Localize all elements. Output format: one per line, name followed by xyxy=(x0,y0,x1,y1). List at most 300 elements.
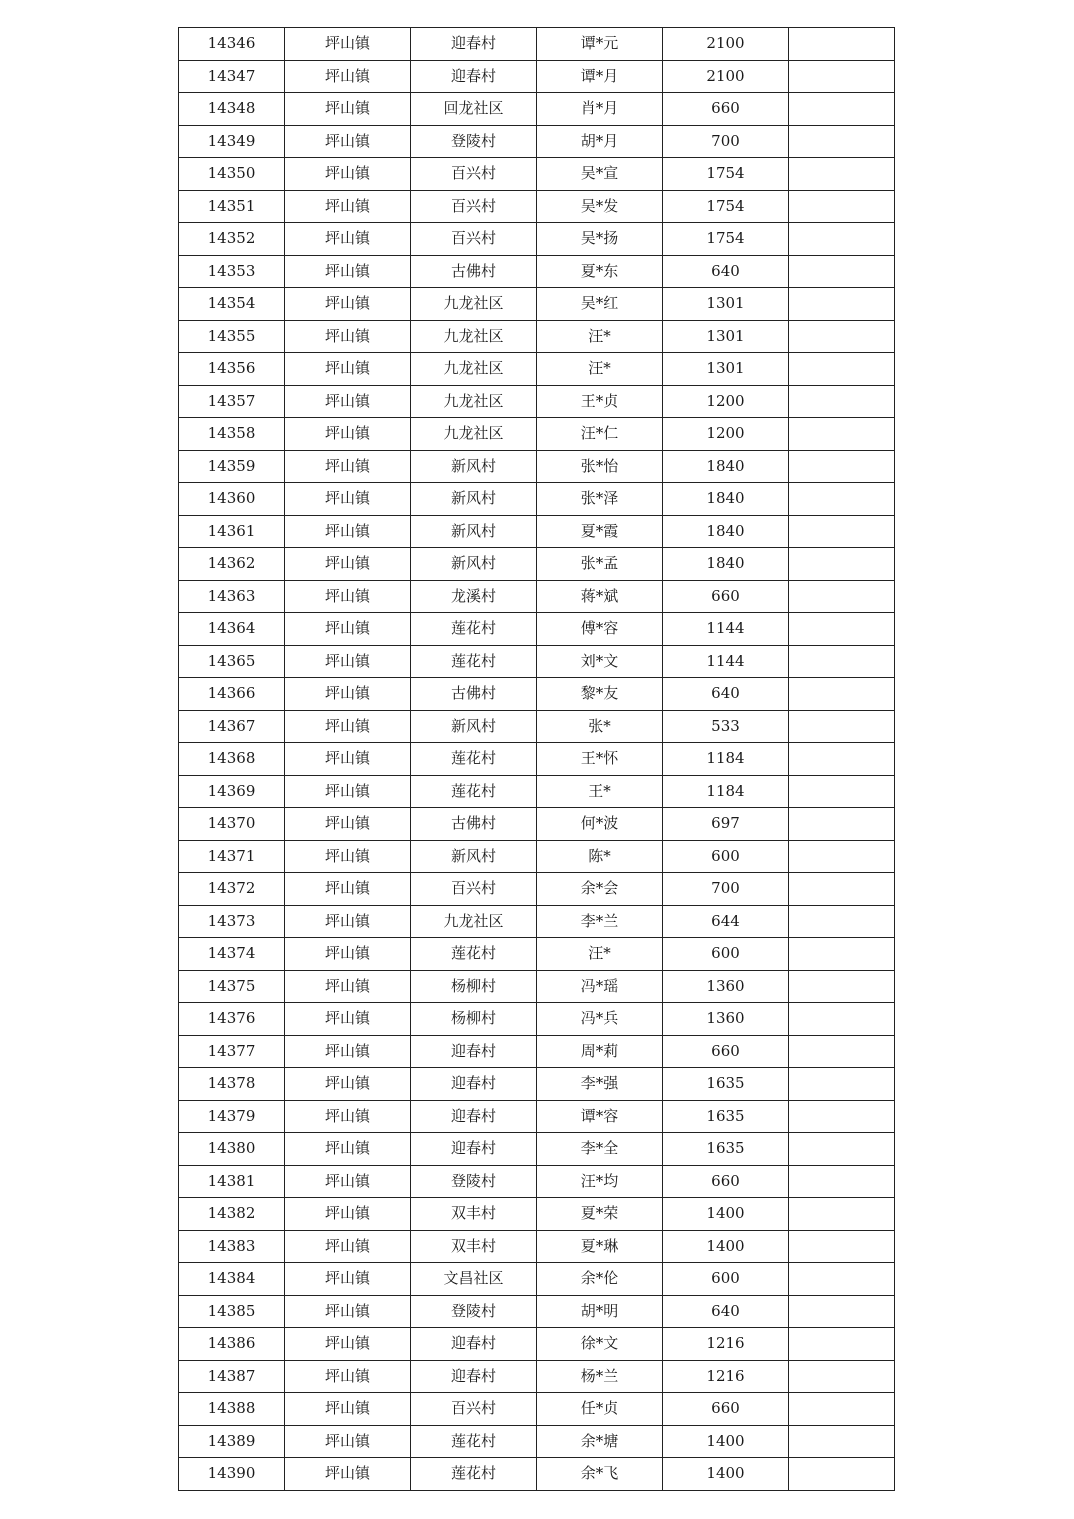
village-cell: 迎春村 xyxy=(411,60,537,93)
serial-number-cell: 14358 xyxy=(179,418,285,451)
serial-number-cell: 14357 xyxy=(179,385,285,418)
amount-cell: 2100 xyxy=(663,60,789,93)
note-cell xyxy=(789,775,895,808)
town-cell: 坪山镇 xyxy=(285,483,411,516)
town-cell: 坪山镇 xyxy=(285,515,411,548)
table-row xyxy=(179,970,895,1003)
name-cell: 吴*扬 xyxy=(537,223,663,256)
town-cell: 坪山镇 xyxy=(285,840,411,873)
amount-cell: 660 xyxy=(663,1035,789,1068)
table-row xyxy=(179,710,895,743)
table-row xyxy=(179,288,895,321)
note-cell xyxy=(789,288,895,321)
name-cell: 张*泽 xyxy=(537,483,663,516)
table-row xyxy=(179,580,895,613)
town-cell: 坪山镇 xyxy=(285,808,411,841)
village-cell: 百兴村 xyxy=(411,223,537,256)
name-cell: 汪* xyxy=(537,353,663,386)
village-cell: 杨柳村 xyxy=(411,970,537,1003)
note-cell xyxy=(789,320,895,353)
note-cell xyxy=(789,1198,895,1231)
table-row xyxy=(179,645,895,678)
town-cell: 坪山镇 xyxy=(285,353,411,386)
table-row xyxy=(179,938,895,971)
village-cell: 迎春村 xyxy=(411,1068,537,1101)
serial-number-cell: 14359 xyxy=(179,450,285,483)
serial-number-cell: 14388 xyxy=(179,1393,285,1426)
table-row xyxy=(179,1360,895,1393)
amount-cell: 700 xyxy=(663,873,789,906)
amount-cell: 1360 xyxy=(663,970,789,1003)
town-cell: 坪山镇 xyxy=(285,288,411,321)
serial-number-cell: 14351 xyxy=(179,190,285,223)
name-cell: 李*兰 xyxy=(537,905,663,938)
name-cell: 吴*发 xyxy=(537,190,663,223)
village-cell: 杨柳村 xyxy=(411,1003,537,1036)
village-cell: 新风村 xyxy=(411,483,537,516)
name-cell: 胡*明 xyxy=(537,1295,663,1328)
serial-number-cell: 14350 xyxy=(179,158,285,191)
note-cell xyxy=(789,1393,895,1426)
note-cell xyxy=(789,1133,895,1166)
serial-number-cell: 14361 xyxy=(179,515,285,548)
table-row xyxy=(179,1295,895,1328)
serial-number-cell: 14355 xyxy=(179,320,285,353)
note-cell xyxy=(789,385,895,418)
name-cell: 杨*兰 xyxy=(537,1360,663,1393)
amount-cell: 1754 xyxy=(663,223,789,256)
table-row xyxy=(179,1003,895,1036)
serial-number-cell: 14348 xyxy=(179,93,285,126)
amount-cell: 1301 xyxy=(663,320,789,353)
town-cell: 坪山镇 xyxy=(285,320,411,353)
town-cell: 坪山镇 xyxy=(285,1425,411,1458)
table-row xyxy=(179,1035,895,1068)
village-cell: 迎春村 xyxy=(411,1360,537,1393)
note-cell xyxy=(789,710,895,743)
serial-number-cell: 14362 xyxy=(179,548,285,581)
serial-number-cell: 14366 xyxy=(179,678,285,711)
village-cell: 登陵村 xyxy=(411,125,537,158)
name-cell: 刘*文 xyxy=(537,645,663,678)
name-cell: 余*塘 xyxy=(537,1425,663,1458)
name-cell: 余*飞 xyxy=(537,1458,663,1491)
amount-cell: 640 xyxy=(663,1295,789,1328)
table-row xyxy=(179,548,895,581)
amount-cell: 1400 xyxy=(663,1230,789,1263)
village-cell: 莲花村 xyxy=(411,645,537,678)
table-row xyxy=(179,60,895,93)
roster-table xyxy=(178,27,895,1491)
town-cell: 坪山镇 xyxy=(285,1165,411,1198)
note-cell xyxy=(789,158,895,191)
name-cell: 肖*月 xyxy=(537,93,663,126)
note-cell xyxy=(789,808,895,841)
town-cell: 坪山镇 xyxy=(285,60,411,93)
village-cell: 百兴村 xyxy=(411,873,537,906)
serial-number-cell: 14378 xyxy=(179,1068,285,1101)
name-cell: 冯*瑶 xyxy=(537,970,663,1003)
amount-cell: 1200 xyxy=(663,418,789,451)
town-cell: 坪山镇 xyxy=(285,905,411,938)
name-cell: 汪* xyxy=(537,938,663,971)
town-cell: 坪山镇 xyxy=(285,1100,411,1133)
name-cell: 张* xyxy=(537,710,663,743)
village-cell: 莲花村 xyxy=(411,1425,537,1458)
amount-cell: 1840 xyxy=(663,515,789,548)
table-row xyxy=(179,1458,895,1491)
table-row xyxy=(179,1068,895,1101)
amount-cell: 1635 xyxy=(663,1100,789,1133)
village-cell: 登陵村 xyxy=(411,1165,537,1198)
town-cell: 坪山镇 xyxy=(285,938,411,971)
town-cell: 坪山镇 xyxy=(285,1263,411,1296)
note-cell xyxy=(789,905,895,938)
table-row xyxy=(179,775,895,808)
amount-cell: 660 xyxy=(663,580,789,613)
note-cell xyxy=(789,548,895,581)
town-cell: 坪山镇 xyxy=(285,873,411,906)
village-cell: 莲花村 xyxy=(411,743,537,776)
table-row xyxy=(179,1263,895,1296)
note-cell xyxy=(789,1328,895,1361)
name-cell: 夏*荣 xyxy=(537,1198,663,1231)
table-row xyxy=(179,1328,895,1361)
village-cell: 古佛村 xyxy=(411,678,537,711)
name-cell: 谭*元 xyxy=(537,28,663,61)
note-cell xyxy=(789,1035,895,1068)
name-cell: 何*波 xyxy=(537,808,663,841)
name-cell: 王*怀 xyxy=(537,743,663,776)
serial-number-cell: 14382 xyxy=(179,1198,285,1231)
serial-number-cell: 14371 xyxy=(179,840,285,873)
village-cell: 回龙社区 xyxy=(411,93,537,126)
village-cell: 莲花村 xyxy=(411,775,537,808)
amount-cell: 600 xyxy=(663,840,789,873)
note-cell xyxy=(789,353,895,386)
table-row xyxy=(179,223,895,256)
serial-number-cell: 14352 xyxy=(179,223,285,256)
table-row xyxy=(179,418,895,451)
town-cell: 坪山镇 xyxy=(285,1393,411,1426)
name-cell: 谭*月 xyxy=(537,60,663,93)
town-cell: 坪山镇 xyxy=(285,1295,411,1328)
town-cell: 坪山镇 xyxy=(285,970,411,1003)
name-cell: 黎*友 xyxy=(537,678,663,711)
name-cell: 王* xyxy=(537,775,663,808)
town-cell: 坪山镇 xyxy=(285,255,411,288)
amount-cell: 1400 xyxy=(663,1458,789,1491)
note-cell xyxy=(789,125,895,158)
town-cell: 坪山镇 xyxy=(285,613,411,646)
town-cell: 坪山镇 xyxy=(285,190,411,223)
name-cell: 吴*宣 xyxy=(537,158,663,191)
name-cell: 陈* xyxy=(537,840,663,873)
serial-number-cell: 14363 xyxy=(179,580,285,613)
name-cell: 周*莉 xyxy=(537,1035,663,1068)
town-cell: 坪山镇 xyxy=(285,450,411,483)
table-row xyxy=(179,840,895,873)
serial-number-cell: 14347 xyxy=(179,60,285,93)
village-cell: 龙溪村 xyxy=(411,580,537,613)
serial-number-cell: 14369 xyxy=(179,775,285,808)
table-row xyxy=(179,613,895,646)
village-cell: 百兴村 xyxy=(411,158,537,191)
town-cell: 坪山镇 xyxy=(285,1230,411,1263)
name-cell: 张*孟 xyxy=(537,548,663,581)
name-cell: 蒋*斌 xyxy=(537,580,663,613)
note-cell xyxy=(789,450,895,483)
village-cell: 双丰村 xyxy=(411,1198,537,1231)
town-cell: 坪山镇 xyxy=(285,1133,411,1166)
table-row xyxy=(179,125,895,158)
village-cell: 迎春村 xyxy=(411,1035,537,1068)
note-cell xyxy=(789,840,895,873)
village-cell: 百兴村 xyxy=(411,1393,537,1426)
serial-number-cell: 14383 xyxy=(179,1230,285,1263)
amount-cell: 697 xyxy=(663,808,789,841)
name-cell: 夏*琳 xyxy=(537,1230,663,1263)
village-cell: 登陵村 xyxy=(411,1295,537,1328)
village-cell: 九龙社区 xyxy=(411,353,537,386)
village-cell: 新风村 xyxy=(411,840,537,873)
table-row xyxy=(179,255,895,288)
village-cell: 新风村 xyxy=(411,548,537,581)
village-cell: 新风村 xyxy=(411,450,537,483)
note-cell xyxy=(789,1068,895,1101)
village-cell: 迎春村 xyxy=(411,1133,537,1166)
village-cell: 九龙社区 xyxy=(411,905,537,938)
town-cell: 坪山镇 xyxy=(285,1068,411,1101)
town-cell: 坪山镇 xyxy=(285,645,411,678)
serial-number-cell: 14381 xyxy=(179,1165,285,1198)
name-cell: 夏*东 xyxy=(537,255,663,288)
table-row xyxy=(179,93,895,126)
table-row xyxy=(179,1425,895,1458)
name-cell: 任*贞 xyxy=(537,1393,663,1426)
serial-number-cell: 14354 xyxy=(179,288,285,321)
town-cell: 坪山镇 xyxy=(285,1003,411,1036)
note-cell xyxy=(789,873,895,906)
village-cell: 迎春村 xyxy=(411,1100,537,1133)
serial-number-cell: 14372 xyxy=(179,873,285,906)
amount-cell: 533 xyxy=(663,710,789,743)
serial-number-cell: 14380 xyxy=(179,1133,285,1166)
note-cell xyxy=(789,93,895,126)
serial-number-cell: 14346 xyxy=(179,28,285,61)
table-row xyxy=(179,353,895,386)
note-cell xyxy=(789,613,895,646)
note-cell xyxy=(789,645,895,678)
amount-cell: 1400 xyxy=(663,1425,789,1458)
table-row xyxy=(179,873,895,906)
village-cell: 百兴村 xyxy=(411,190,537,223)
serial-number-cell: 14360 xyxy=(179,483,285,516)
amount-cell: 660 xyxy=(663,1165,789,1198)
village-cell: 古佛村 xyxy=(411,808,537,841)
village-cell: 莲花村 xyxy=(411,1458,537,1491)
amount-cell: 600 xyxy=(663,1263,789,1296)
note-cell xyxy=(789,1003,895,1036)
town-cell: 坪山镇 xyxy=(285,418,411,451)
amount-cell: 2100 xyxy=(663,28,789,61)
table-row xyxy=(179,905,895,938)
serial-number-cell: 14385 xyxy=(179,1295,285,1328)
note-cell xyxy=(789,483,895,516)
amount-cell: 1635 xyxy=(663,1133,789,1166)
town-cell: 坪山镇 xyxy=(285,678,411,711)
table-row xyxy=(179,515,895,548)
town-cell: 坪山镇 xyxy=(285,548,411,581)
name-cell: 胡*月 xyxy=(537,125,663,158)
table-row xyxy=(179,483,895,516)
town-cell: 坪山镇 xyxy=(285,775,411,808)
note-cell xyxy=(789,418,895,451)
serial-number-cell: 14390 xyxy=(179,1458,285,1491)
note-cell xyxy=(789,678,895,711)
note-cell xyxy=(789,1263,895,1296)
note-cell xyxy=(789,1100,895,1133)
table-row xyxy=(179,678,895,711)
village-cell: 迎春村 xyxy=(411,28,537,61)
amount-cell: 640 xyxy=(663,255,789,288)
village-cell: 新风村 xyxy=(411,710,537,743)
serial-number-cell: 14370 xyxy=(179,808,285,841)
amount-cell: 600 xyxy=(663,938,789,971)
note-cell xyxy=(789,1295,895,1328)
table-row xyxy=(179,190,895,223)
town-cell: 坪山镇 xyxy=(285,1198,411,1231)
name-cell: 夏*霞 xyxy=(537,515,663,548)
amount-cell: 660 xyxy=(663,1393,789,1426)
table-row xyxy=(179,320,895,353)
roster-table-body xyxy=(179,28,895,1491)
town-cell: 坪山镇 xyxy=(285,28,411,61)
amount-cell: 1400 xyxy=(663,1198,789,1231)
note-cell xyxy=(789,223,895,256)
serial-number-cell: 14364 xyxy=(179,613,285,646)
note-cell xyxy=(789,1425,895,1458)
name-cell: 吴*红 xyxy=(537,288,663,321)
name-cell: 王*贞 xyxy=(537,385,663,418)
amount-cell: 660 xyxy=(663,93,789,126)
village-cell: 双丰村 xyxy=(411,1230,537,1263)
note-cell xyxy=(789,1458,895,1491)
name-cell: 余*会 xyxy=(537,873,663,906)
serial-number-cell: 14373 xyxy=(179,905,285,938)
town-cell: 坪山镇 xyxy=(285,743,411,776)
amount-cell: 1840 xyxy=(663,548,789,581)
table-row xyxy=(179,1393,895,1426)
amount-cell: 644 xyxy=(663,905,789,938)
table-row xyxy=(179,450,895,483)
note-cell xyxy=(789,970,895,1003)
note-cell xyxy=(789,255,895,288)
amount-cell: 1754 xyxy=(663,190,789,223)
amount-cell: 1184 xyxy=(663,743,789,776)
serial-number-cell: 14387 xyxy=(179,1360,285,1393)
serial-number-cell: 14365 xyxy=(179,645,285,678)
note-cell xyxy=(789,28,895,61)
town-cell: 坪山镇 xyxy=(285,1035,411,1068)
note-cell xyxy=(789,743,895,776)
name-cell: 徐*文 xyxy=(537,1328,663,1361)
amount-cell: 1200 xyxy=(663,385,789,418)
serial-number-cell: 14386 xyxy=(179,1328,285,1361)
town-cell: 坪山镇 xyxy=(285,1360,411,1393)
note-cell xyxy=(789,1230,895,1263)
amount-cell: 1144 xyxy=(663,645,789,678)
town-cell: 坪山镇 xyxy=(285,385,411,418)
town-cell: 坪山镇 xyxy=(285,710,411,743)
table-row xyxy=(179,28,895,61)
serial-number-cell: 14368 xyxy=(179,743,285,776)
village-cell: 迎春村 xyxy=(411,1328,537,1361)
table-row xyxy=(179,1198,895,1231)
town-cell: 坪山镇 xyxy=(285,580,411,613)
name-cell: 傅*容 xyxy=(537,613,663,646)
town-cell: 坪山镇 xyxy=(285,125,411,158)
amount-cell: 1216 xyxy=(663,1328,789,1361)
village-cell: 九龙社区 xyxy=(411,385,537,418)
serial-number-cell: 14389 xyxy=(179,1425,285,1458)
name-cell: 汪* xyxy=(537,320,663,353)
town-cell: 坪山镇 xyxy=(285,1328,411,1361)
town-cell: 坪山镇 xyxy=(285,93,411,126)
amount-cell: 1840 xyxy=(663,483,789,516)
table-row xyxy=(179,743,895,776)
name-cell: 张*怡 xyxy=(537,450,663,483)
note-cell xyxy=(789,1165,895,1198)
village-cell: 古佛村 xyxy=(411,255,537,288)
amount-cell: 1144 xyxy=(663,613,789,646)
serial-number-cell: 14375 xyxy=(179,970,285,1003)
village-cell: 文昌社区 xyxy=(411,1263,537,1296)
name-cell: 李*强 xyxy=(537,1068,663,1101)
serial-number-cell: 14367 xyxy=(179,710,285,743)
serial-number-cell: 14376 xyxy=(179,1003,285,1036)
table-row xyxy=(179,1165,895,1198)
note-cell xyxy=(789,1360,895,1393)
serial-number-cell: 14356 xyxy=(179,353,285,386)
village-cell: 莲花村 xyxy=(411,938,537,971)
name-cell: 谭*容 xyxy=(537,1100,663,1133)
table-row xyxy=(179,1100,895,1133)
town-cell: 坪山镇 xyxy=(285,223,411,256)
serial-number-cell: 14379 xyxy=(179,1100,285,1133)
name-cell: 余*伦 xyxy=(537,1263,663,1296)
village-cell: 九龙社区 xyxy=(411,320,537,353)
amount-cell: 1184 xyxy=(663,775,789,808)
amount-cell: 1301 xyxy=(663,353,789,386)
serial-number-cell: 14353 xyxy=(179,255,285,288)
amount-cell: 1360 xyxy=(663,1003,789,1036)
town-cell: 坪山镇 xyxy=(285,1458,411,1491)
amount-cell: 1754 xyxy=(663,158,789,191)
name-cell: 李*全 xyxy=(537,1133,663,1166)
name-cell: 冯*兵 xyxy=(537,1003,663,1036)
table-row xyxy=(179,1230,895,1263)
amount-cell: 1301 xyxy=(663,288,789,321)
amount-cell: 1635 xyxy=(663,1068,789,1101)
village-cell: 九龙社区 xyxy=(411,418,537,451)
note-cell xyxy=(789,60,895,93)
village-cell: 新风村 xyxy=(411,515,537,548)
name-cell: 汪*仁 xyxy=(537,418,663,451)
note-cell xyxy=(789,190,895,223)
amount-cell: 1216 xyxy=(663,1360,789,1393)
town-cell: 坪山镇 xyxy=(285,158,411,191)
